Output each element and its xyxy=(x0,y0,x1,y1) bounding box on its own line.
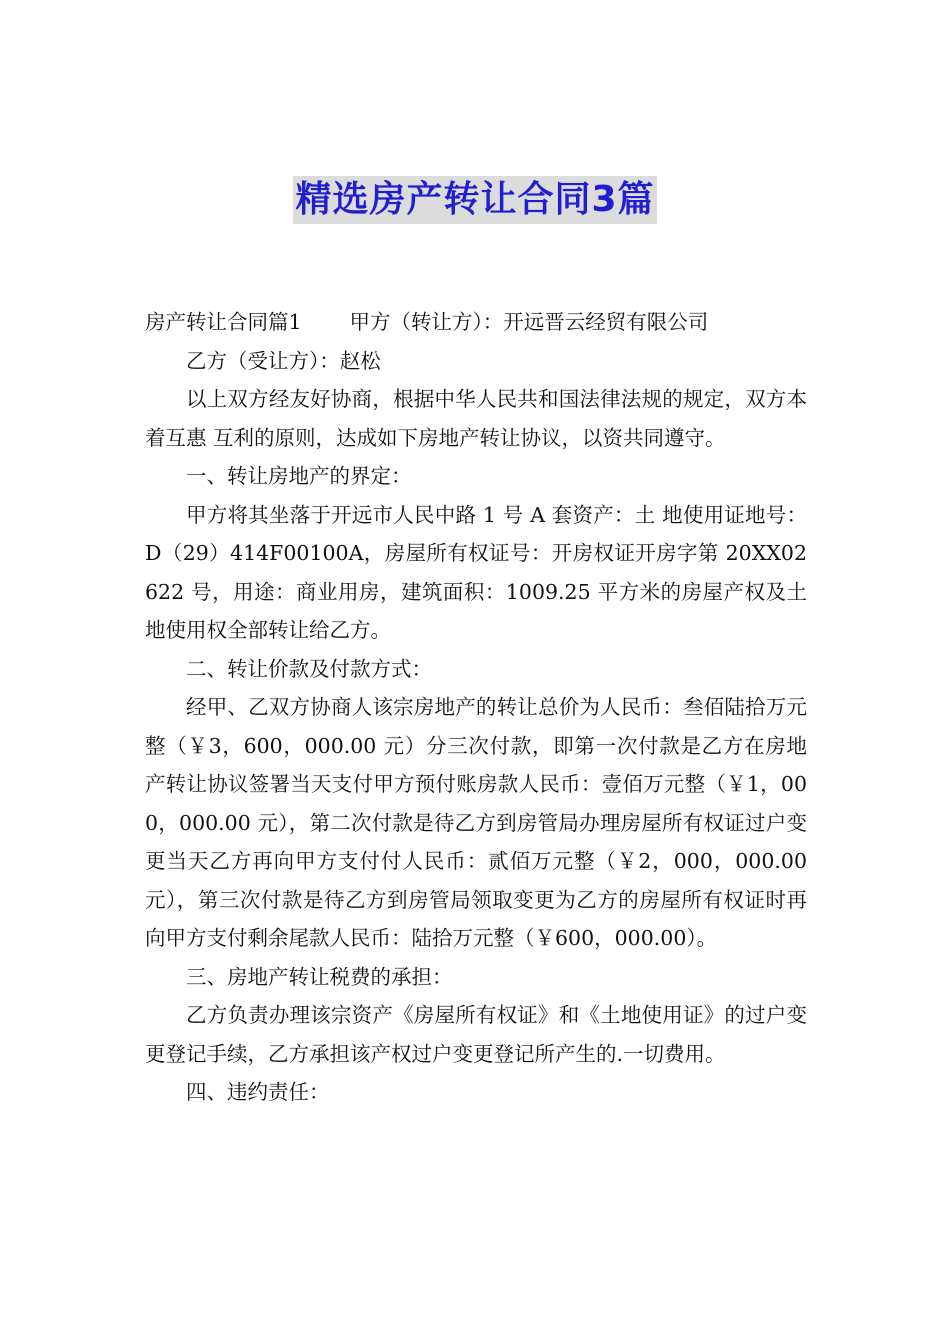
paragraph-payment: 经甲、乙双方协商人该宗房地产的转让总价为人民币：叁佰陆拾万元整（￥3，600，000.00 元）分三次付款，即第一次付款是乙方在房地产转让协议签署当天支付甲方预付账房款人民币：壹佰万元整（￥1，000，000.00 元），第二次付款是待乙方到房管局办理房屋所有权证过户变更当天乙方再向甲方支付付人民币：贰佰万元整（￥2，000，000.00 元），第三次付款是待乙方到房管局领取变更为乙方的房屋所有权证时再向甲方支付剩余尾款人民币：陆拾万元整（￥600，000.00）。 xyxy=(145,695,807,950)
section-heading-3: 三、房地产转让税费的承担： xyxy=(186,964,453,989)
section-heading-2: 二、转让价款及付款方式： xyxy=(186,656,432,681)
party-a-line: 甲方（转让方）：开远晋云经贸有限公司 xyxy=(349,310,709,334)
title-container xyxy=(0,176,950,224)
heading-line xyxy=(145,303,807,342)
contract-heading-label: 房产转让合同篇1 xyxy=(145,310,302,334)
paragraph-intro: 以上双方经友好协商，根据中华人民共和国法律法规的规定，双方本着互惠 互利的原则，达成如下房地产转让协议，以资共同遵守。 xyxy=(145,387,807,450)
document-body xyxy=(145,303,807,1112)
party-b-line: 乙方（受让方）：赵松 xyxy=(186,348,381,373)
paragraph-taxes: 乙方负责办理该宗资产《房屋所有权证》和《土地使用证》的过户变更登记手续，乙方承担该产权过户变更登记所产生的.一切费用。 xyxy=(145,1003,807,1066)
section-heading-4: 四、违约责任： xyxy=(186,1080,330,1104)
paragraph-property: 甲方将其坐落于开远市人民中路 1 号 A 套资产：土 地使用证地号：D（29）414F00100A，房屋所有权证号：开房权证开房字第 20XX02622 号，用途：商业用房，建筑面积：1009.25 平方米的房屋产权及土 地使用权全部转让给乙方。 xyxy=(145,502,807,642)
document-title: 精选房产转让合同3篇 xyxy=(293,176,656,224)
section-heading-1: 一、转让房地产的界定： xyxy=(186,464,412,488)
